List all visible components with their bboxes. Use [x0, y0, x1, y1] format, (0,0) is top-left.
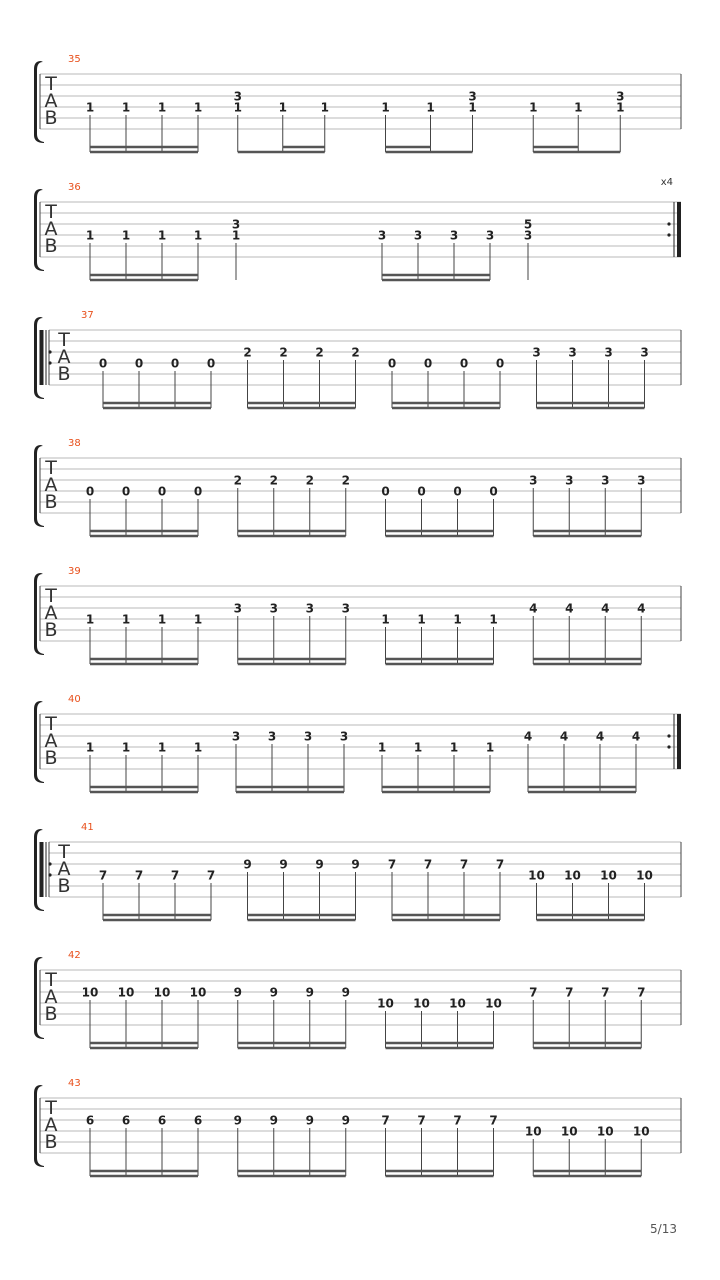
fret-number: 3 — [269, 601, 278, 616]
fret-number: 10 — [449, 996, 466, 1011]
fret-number: 3 — [303, 729, 313, 744]
fret-number: 3 — [523, 228, 533, 243]
fret-number: 3 — [601, 473, 610, 488]
tab-system-37 — [34, 310, 681, 408]
fret-number: 0 — [206, 356, 216, 371]
fret-number: 1 — [121, 100, 131, 115]
fret-number: 10 — [560, 1124, 578, 1139]
tab-clef-letter: T — [45, 969, 57, 991]
fret-number: 3 — [267, 729, 277, 744]
tab-clef-letter: T — [45, 201, 57, 223]
fret-number: 2 — [269, 473, 278, 488]
repeat-end-thick — [677, 202, 681, 257]
tab-clef-letter: B — [44, 235, 58, 257]
fret-number: 1 — [453, 612, 462, 627]
fret-number: 9 — [305, 985, 314, 1000]
fret-number: 0 — [134, 356, 144, 371]
system-bracket — [34, 445, 44, 527]
fret-number: 1 — [157, 228, 167, 243]
fret-number: 1 — [320, 100, 329, 115]
fret-number: 3 — [233, 89, 242, 104]
fret-number: 0 — [121, 484, 131, 499]
tab-clef-letter: A — [44, 986, 58, 1008]
fret-number: 0 — [417, 484, 426, 499]
fret-number: 4 — [565, 601, 574, 616]
tab-clef-letter: T — [45, 1097, 57, 1119]
fret-number: 7 — [495, 857, 505, 872]
fret-number: 3 — [485, 228, 495, 243]
fret-number: 7 — [459, 857, 469, 872]
fret-number: 9 — [341, 1113, 350, 1128]
fret-number: 4 — [559, 729, 569, 744]
fret-number: 7 — [381, 1113, 390, 1128]
repeat-count: x4 — [660, 177, 673, 188]
fret-number: 0 — [453, 484, 462, 499]
tab-system-35 — [34, 54, 681, 152]
fret-number: 7 — [637, 985, 646, 1000]
fret-number: 7 — [453, 1113, 462, 1128]
fret-number: 1 — [381, 612, 390, 627]
fret-number: 0 — [193, 484, 203, 499]
system-bracket — [34, 61, 44, 143]
fret-number: 3 — [413, 228, 423, 243]
fret-number: 3 — [305, 601, 314, 616]
fret-number: 0 — [157, 484, 167, 499]
tab-system-40 — [34, 694, 681, 792]
system-bracket — [34, 1085, 44, 1167]
tab-clef-letter: A — [44, 602, 58, 624]
fret-number: 7 — [170, 868, 180, 883]
repeat-start-thick — [40, 330, 44, 385]
fret-number: 10 — [632, 1124, 650, 1139]
fret-number: 10 — [81, 985, 99, 1000]
tab-clef-letter: B — [44, 107, 58, 129]
tab-clef-letter: A — [57, 858, 71, 880]
fret-number: 10 — [596, 1124, 614, 1139]
fret-number: 1 — [121, 228, 131, 243]
fret-number: 0 — [423, 356, 433, 371]
fret-number: 10 — [485, 996, 502, 1011]
repeat-dot — [667, 734, 670, 737]
measure-number: 43 — [68, 1078, 81, 1089]
fret-number: 1 — [468, 100, 477, 115]
fret-number: 1 — [377, 740, 387, 755]
fret-number: 3 — [339, 729, 349, 744]
fret-number: 1 — [417, 612, 426, 627]
fret-number: 1 — [157, 740, 167, 755]
fret-number: 1 — [574, 100, 583, 115]
tab-system-39 — [34, 566, 681, 664]
measure-number: 41 — [81, 822, 94, 833]
fret-number: 3 — [468, 89, 477, 104]
fret-number: 10 — [636, 868, 653, 883]
measure-number: 38 — [68, 438, 81, 449]
fret-number: 9 — [269, 985, 278, 1000]
fret-number: 7 — [98, 868, 108, 883]
fret-number: 3 — [231, 217, 241, 232]
fret-number: 4 — [595, 729, 605, 744]
fret-number: 1 — [413, 740, 423, 755]
repeat-dot — [667, 745, 670, 748]
fret-number: 3 — [568, 345, 577, 360]
repeat-dot — [667, 233, 670, 236]
tab-clef-letter: T — [45, 585, 57, 607]
fret-number: 9 — [243, 857, 252, 872]
fret-number: 1 — [278, 100, 287, 115]
fret-number: 2 — [233, 473, 242, 488]
fret-number: 4 — [637, 601, 646, 616]
tab-clef-letter: B — [44, 619, 58, 641]
tab-system-41 — [34, 822, 681, 920]
tab-clef-letter: A — [44, 730, 58, 752]
fret-number: 1 — [193, 228, 203, 243]
fret-number: 2 — [315, 345, 324, 360]
tab-clef-letter: A — [44, 218, 58, 240]
tab-clef-letter: A — [44, 90, 58, 112]
fret-number: 1 — [85, 100, 95, 115]
fret-number: 10 — [377, 996, 394, 1011]
measure-number: 37 — [81, 310, 94, 321]
tab-clef-letter: A — [44, 474, 58, 496]
fret-number: 1 — [489, 612, 498, 627]
fret-number: 4 — [601, 601, 610, 616]
fret-number: 1 — [193, 740, 203, 755]
fret-number: 3 — [341, 601, 350, 616]
fret-number: 7 — [489, 1113, 498, 1128]
tab-clef-letter: T — [45, 457, 57, 479]
fret-number: 1 — [85, 228, 95, 243]
fret-number: 3 — [231, 729, 241, 744]
fret-number: 10 — [524, 1124, 542, 1139]
tab-system-36 — [34, 177, 681, 280]
repeat-dot — [48, 862, 51, 865]
measure-number: 35 — [68, 54, 81, 65]
fret-number: 9 — [233, 985, 242, 1000]
fret-number: 9 — [279, 857, 288, 872]
fret-number: 7 — [423, 857, 433, 872]
fret-number: 3 — [532, 345, 541, 360]
tab-clef-letter: T — [45, 73, 57, 95]
fret-number: 1 — [426, 100, 435, 115]
tab-system-38 — [34, 438, 681, 536]
fret-number: 1 — [485, 740, 495, 755]
fret-number: 9 — [315, 857, 324, 872]
fret-number: 1 — [193, 612, 203, 627]
tab-system-43 — [34, 1078, 681, 1176]
fret-number: 2 — [341, 473, 350, 488]
fret-number: 4 — [529, 601, 538, 616]
tab-clef-letter: T — [58, 329, 70, 351]
repeat-dot — [48, 361, 51, 364]
fret-number: 1 — [193, 100, 203, 115]
repeat-start-thick — [40, 842, 44, 897]
fret-number: 7 — [206, 868, 216, 883]
fret-number: 0 — [381, 484, 390, 499]
fret-number: 1 — [529, 100, 538, 115]
fret-number: 2 — [279, 345, 288, 360]
fret-number: 0 — [459, 356, 469, 371]
fret-number: 1 — [616, 100, 625, 115]
fret-number: 2 — [243, 345, 252, 360]
tab-system-42 — [34, 950, 681, 1048]
fret-number: 7 — [601, 985, 610, 1000]
fret-number: 7 — [387, 857, 397, 872]
measure-number: 39 — [68, 566, 81, 577]
fret-number: 1 — [381, 100, 390, 115]
fret-number: 10 — [189, 985, 207, 1000]
fret-number: 0 — [170, 356, 180, 371]
fret-number: 6 — [157, 1113, 167, 1128]
fret-number: 9 — [351, 857, 360, 872]
tab-clef-letter: B — [44, 491, 58, 513]
measure-number: 40 — [68, 694, 81, 705]
tab-clef-letter: T — [58, 841, 70, 863]
measure-number: 42 — [68, 950, 81, 961]
repeat-dot — [48, 873, 51, 876]
fret-number: 3 — [377, 228, 387, 243]
fret-number: 7 — [529, 985, 538, 1000]
fret-number: 3 — [604, 345, 613, 360]
tab-clef-letter: B — [44, 747, 58, 769]
tab-clef-letter: B — [44, 1003, 58, 1025]
system-bracket — [34, 189, 44, 271]
fret-number: 3 — [529, 473, 538, 488]
fret-number: 0 — [489, 484, 498, 499]
fret-number: 3 — [616, 89, 625, 104]
tab-clef-letter: T — [45, 713, 57, 735]
fret-number: 2 — [351, 345, 360, 360]
fret-number: 7 — [134, 868, 144, 883]
fret-number: 1 — [157, 612, 167, 627]
fret-number: 3 — [640, 345, 649, 360]
fret-number: 1 — [231, 228, 241, 243]
fret-number: 10 — [528, 868, 545, 883]
fret-number: 9 — [305, 1113, 314, 1128]
fret-number: 7 — [565, 985, 574, 1000]
fret-number: 10 — [600, 868, 617, 883]
fret-number: 6 — [193, 1113, 203, 1128]
fret-number: 10 — [564, 868, 581, 883]
page-number: 5/13 — [650, 1222, 677, 1236]
repeat-end-thick — [677, 714, 681, 769]
fret-number: 10 — [153, 985, 171, 1000]
fret-number: 0 — [98, 356, 108, 371]
repeat-dot — [667, 222, 670, 225]
fret-number: 3 — [233, 601, 242, 616]
tab-clef-letter: B — [57, 363, 71, 385]
fret-number: 7 — [417, 1113, 426, 1128]
fret-number: 0 — [387, 356, 397, 371]
fret-number: 3 — [449, 228, 459, 243]
fret-number: 0 — [85, 484, 95, 499]
fret-number: 9 — [341, 985, 350, 1000]
fret-number: 0 — [495, 356, 505, 371]
fret-number: 4 — [523, 729, 533, 744]
fret-number: 10 — [413, 996, 430, 1011]
fret-number: 1 — [85, 612, 95, 627]
tab-clef-letter: B — [44, 1131, 58, 1153]
fret-number: 9 — [269, 1113, 278, 1128]
fret-number: 2 — [305, 473, 314, 488]
tab-clef-letter: A — [44, 1114, 58, 1136]
fret-number: 1 — [449, 740, 459, 755]
measure-number: 36 — [68, 182, 81, 193]
fret-number: 3 — [637, 473, 646, 488]
fret-number: 1 — [121, 740, 131, 755]
fret-number: 6 — [85, 1113, 95, 1128]
fret-number: 1 — [85, 740, 95, 755]
fret-number: 9 — [233, 1113, 242, 1128]
system-bracket — [34, 701, 44, 783]
tab-clef-letter: B — [57, 875, 71, 897]
fret-number: 6 — [121, 1113, 131, 1128]
fret-number: 10 — [117, 985, 135, 1000]
fret-number: 4 — [631, 729, 641, 744]
system-bracket — [34, 957, 44, 1039]
system-bracket — [34, 573, 44, 655]
fret-number: 5 — [523, 217, 533, 232]
repeat-dot — [48, 350, 51, 353]
tab-clef-letter: A — [57, 346, 71, 368]
fret-number: 3 — [565, 473, 574, 488]
fret-number: 1 — [157, 100, 167, 115]
fret-number: 1 — [233, 100, 242, 115]
fret-number: 1 — [121, 612, 131, 627]
